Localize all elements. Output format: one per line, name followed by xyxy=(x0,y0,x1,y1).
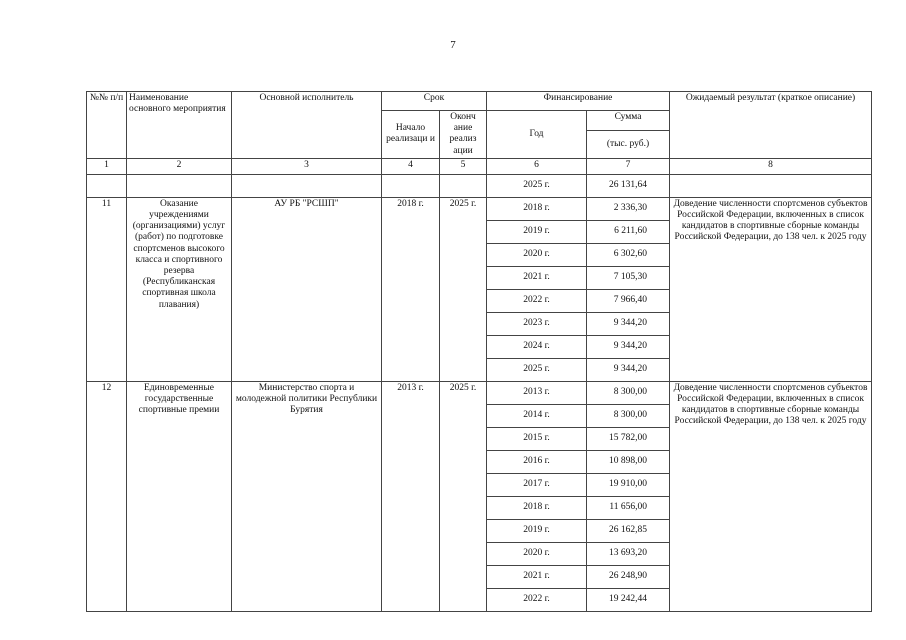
financing-year: 2023 г. xyxy=(487,312,587,335)
measure-executor: АУ РБ "РСШП" xyxy=(232,197,382,381)
financing-sum: 9 344,20 xyxy=(587,358,670,381)
financing-year: 2022 г. xyxy=(487,289,587,312)
measure-number: 12 xyxy=(87,381,127,611)
column-number: 1 xyxy=(87,158,127,174)
financing-year: 2013 г. xyxy=(487,381,587,404)
financing-sum: 26 131,64 xyxy=(587,174,670,197)
header-sum-unit: (тыс. руб.) xyxy=(587,130,670,158)
financing-sum: 9 344,20 xyxy=(587,335,670,358)
financing-sum: 8 300,00 xyxy=(587,404,670,427)
financing-year: 2017 г. xyxy=(487,473,587,496)
measure-result: Доведение численности спортсменов субъектов Российской Федерации, включенных в список кандидатов в спортивные сборные команды Российской Федерации, до 138 чел. к 2025 году xyxy=(670,381,872,611)
table-body xyxy=(87,92,872,612)
header-row-1 xyxy=(87,92,872,111)
measure-result: Доведение численности спортсменов субъектов Российской Федерации, включенных в список кандидатов в спортивные сборные команды Российской Федерации, до 138 чел. к 2025 году xyxy=(670,197,872,381)
empty-cell xyxy=(440,174,487,197)
financing-year: 2025 г. xyxy=(487,358,587,381)
measure-end: 2025 г. xyxy=(440,197,487,381)
financing-sum: 26 248,90 xyxy=(587,565,670,588)
financing-year: 2020 г. xyxy=(487,542,587,565)
column-number: 7 xyxy=(587,158,670,174)
financing-row xyxy=(87,381,872,404)
measure-executor: Министерство спорта и молодежной политики Республики Бурятия xyxy=(232,381,382,611)
financing-sum: 10 898,00 xyxy=(587,450,670,473)
financing-year: 2021 г. xyxy=(487,266,587,289)
financing-sum: 7 966,40 xyxy=(587,289,670,312)
financing-year: 2022 г. xyxy=(487,588,587,611)
header-financing: Финансирование xyxy=(487,92,670,111)
financing-sum: 26 162,85 xyxy=(587,519,670,542)
financing-sum: 8 300,00 xyxy=(587,381,670,404)
header-year: Год xyxy=(487,111,587,159)
financing-sum: 9 344,20 xyxy=(587,312,670,335)
page-number: 7 xyxy=(450,39,456,51)
financing-year: 2015 г. xyxy=(487,427,587,450)
empty-cell xyxy=(382,174,440,197)
program-table xyxy=(86,91,872,612)
empty-cell xyxy=(232,174,382,197)
financing-year: 2020 г. xyxy=(487,243,587,266)
header-term: Срок xyxy=(382,92,487,111)
financing-year: 2024 г. xyxy=(487,335,587,358)
measure-number: 11 xyxy=(87,197,127,381)
financing-year: 2019 г. xyxy=(487,220,587,243)
column-number: 4 xyxy=(382,158,440,174)
financing-year: 2018 г. xyxy=(487,496,587,519)
measure-start: 2018 г. xyxy=(382,197,440,381)
empty-cell xyxy=(670,174,872,197)
financing-sum: 13 693,20 xyxy=(587,542,670,565)
empty-cell xyxy=(87,174,127,197)
financing-row xyxy=(87,197,872,220)
measure-name: Единовременные государственные спортивные премии xyxy=(127,381,232,611)
column-number: 6 xyxy=(487,158,587,174)
financing-year: 2014 г. xyxy=(487,404,587,427)
header-executor: Основной исполнитель xyxy=(232,92,382,159)
column-numbers-row xyxy=(87,158,872,174)
financing-year: 2025 г. xyxy=(487,174,587,197)
financing-sum: 11 656,00 xyxy=(587,496,670,519)
financing-year: 2021 г. xyxy=(487,565,587,588)
column-number: 5 xyxy=(440,158,487,174)
financing-sum: 19 242,44 xyxy=(587,588,670,611)
financing-sum: 6 211,60 xyxy=(587,220,670,243)
header-sum: Сумма xyxy=(587,111,670,131)
financing-year: 2018 г. xyxy=(487,197,587,220)
header-name: Наименование основного мероприятия xyxy=(127,92,232,159)
header-start: Начало реализаци и xyxy=(382,111,440,159)
measure-name: Оказание учреждениями (организациями) услуг (работ) по подготовке спортсменов высокого класса и спортивного резерва (Республиканская спортивная школа плавания) xyxy=(127,197,232,381)
financing-year: 2019 г. xyxy=(487,519,587,542)
header-num: №№ п/п xyxy=(87,92,127,159)
financing-sum: 15 782,00 xyxy=(587,427,670,450)
empty-cell xyxy=(127,174,232,197)
financing-year: 2016 г. xyxy=(487,450,587,473)
financing-sum: 7 105,30 xyxy=(587,266,670,289)
column-number: 8 xyxy=(670,158,872,174)
header-end: Оконч ание реализ ации xyxy=(440,111,487,159)
financing-sum: 19 910,00 xyxy=(587,473,670,496)
measure-start: 2013 г. xyxy=(382,381,440,611)
measure-end: 2025 г. xyxy=(440,381,487,611)
financing-sum: 2 336,30 xyxy=(587,197,670,220)
column-number: 2 xyxy=(127,158,232,174)
carry-over-row xyxy=(87,174,872,197)
header-result: Ожидаемый результат (краткое описание) xyxy=(670,92,872,159)
column-number: 3 xyxy=(232,158,382,174)
financing-sum: 6 302,60 xyxy=(587,243,670,266)
